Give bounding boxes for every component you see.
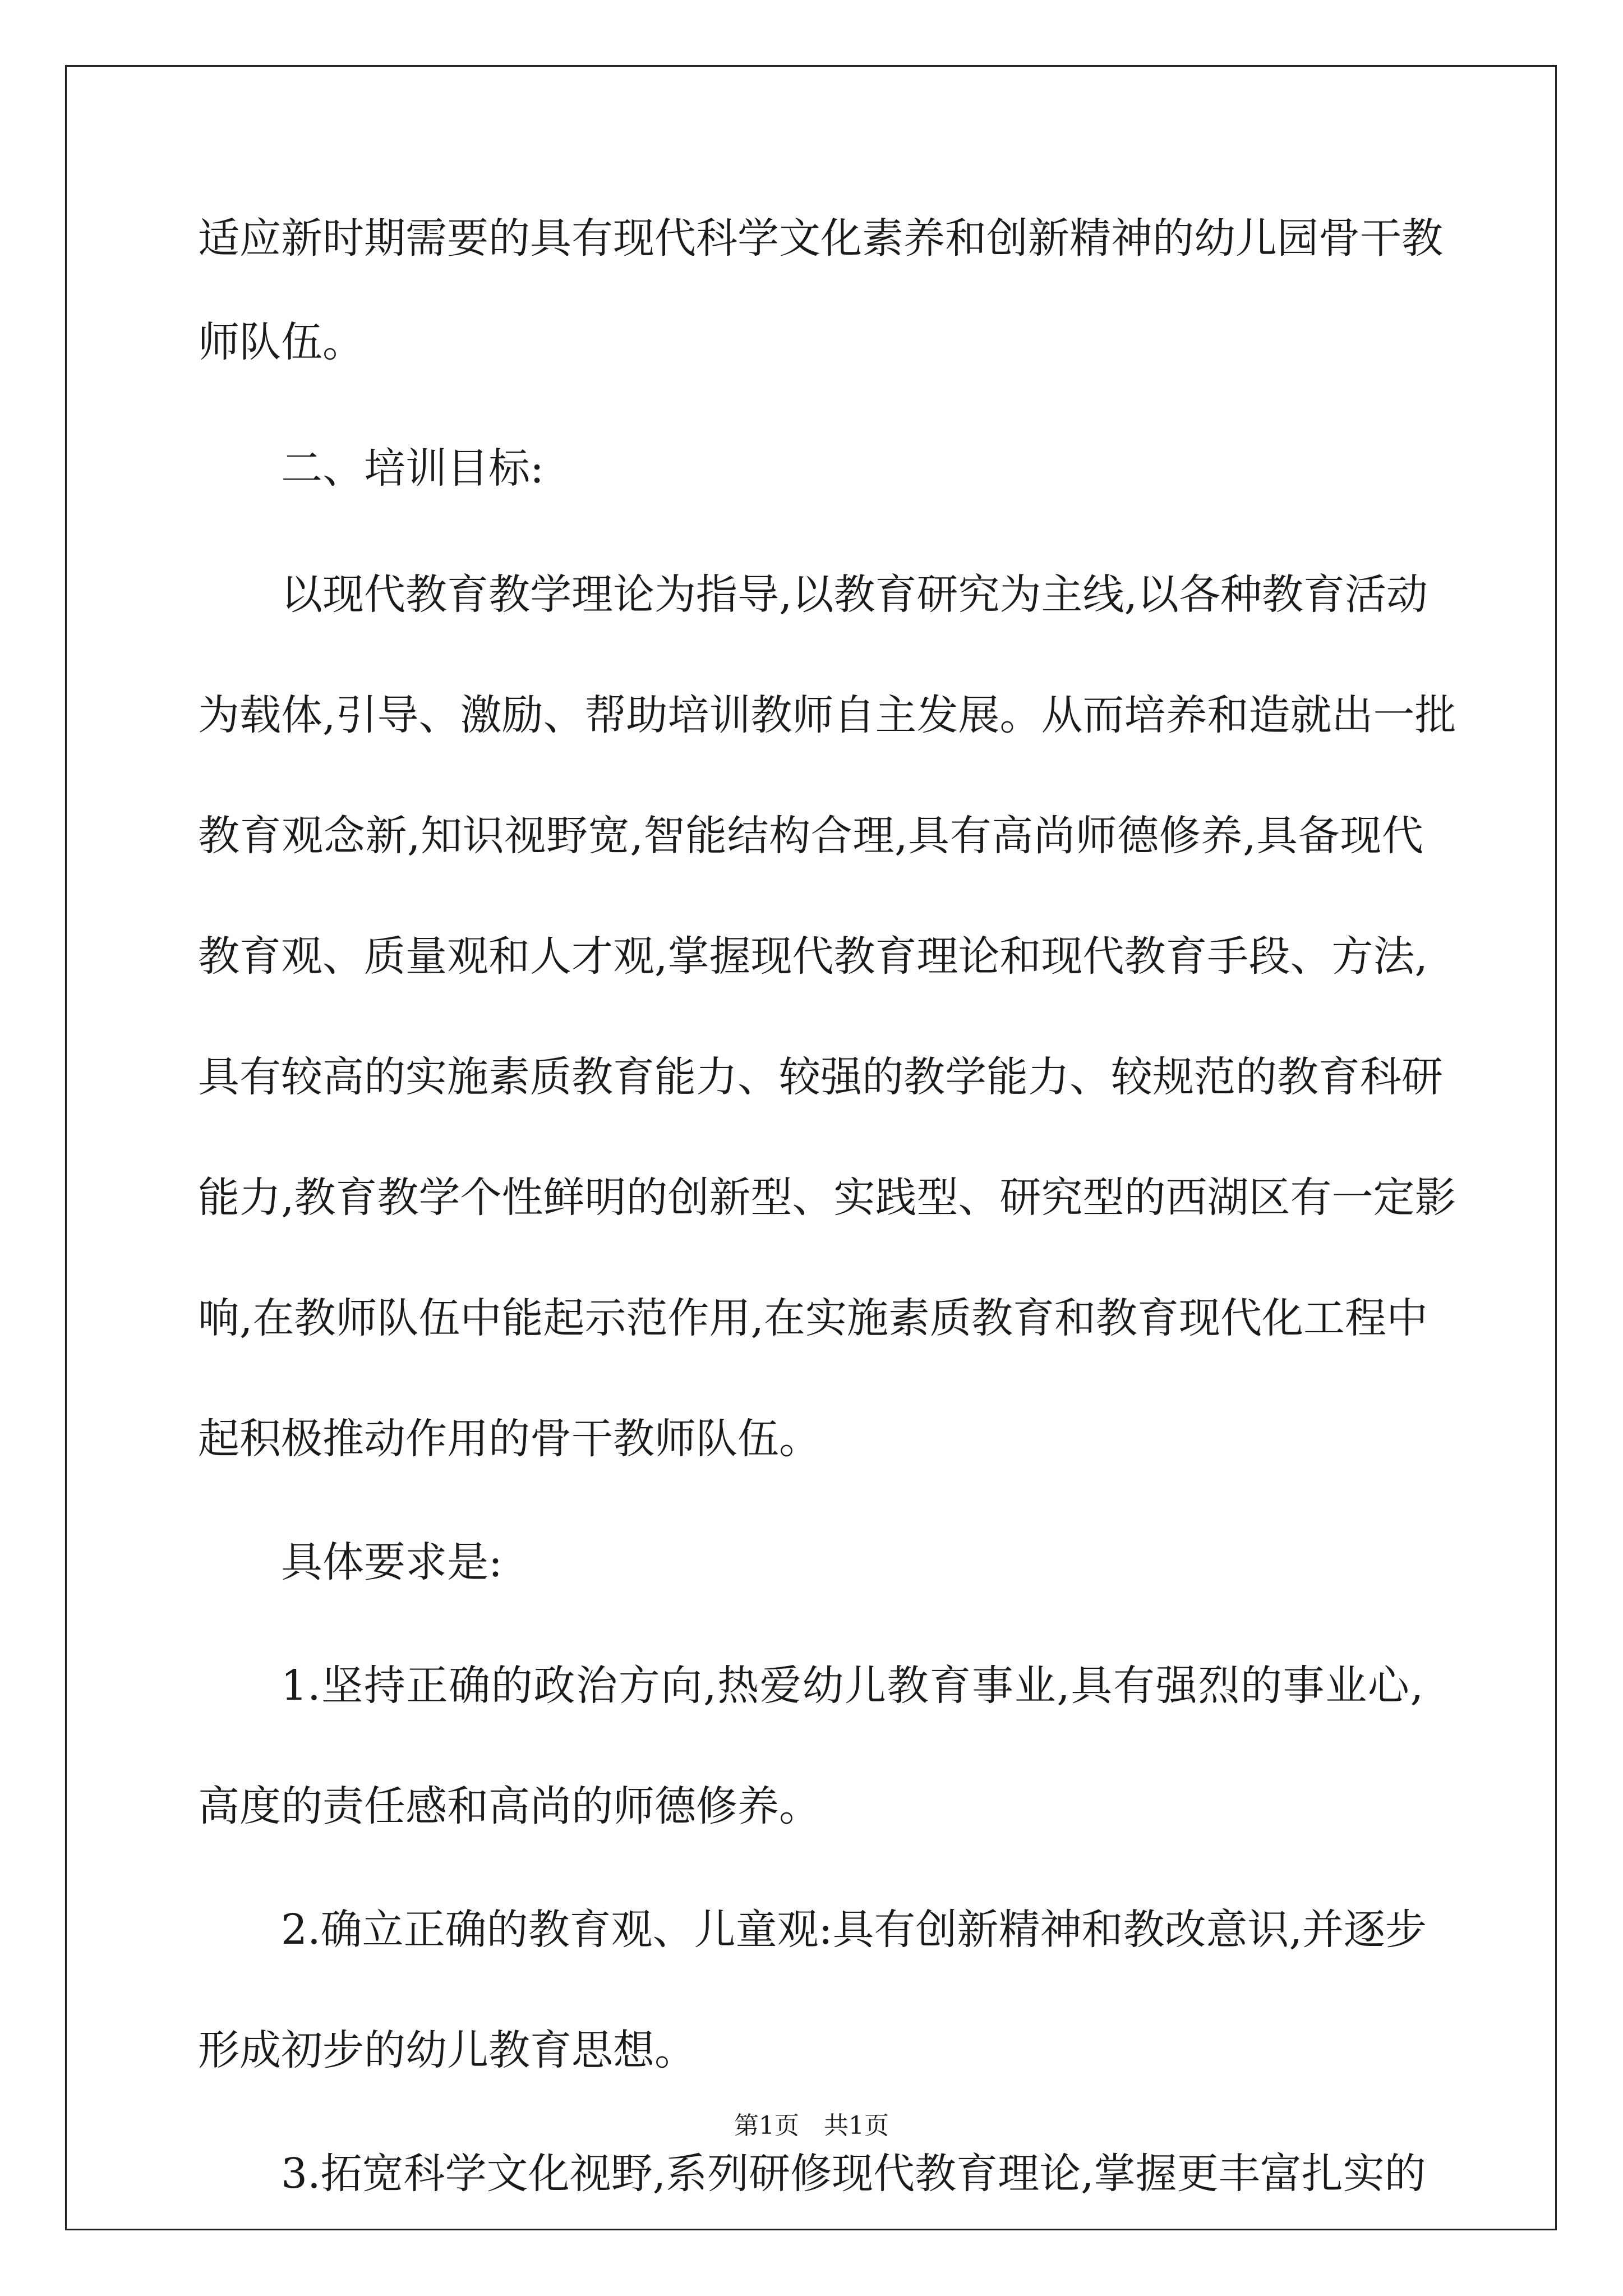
text-line-2: 师队伍。: [198, 318, 364, 366]
text-line-10: 响,在教师队伍中能起示范作用,在实施素质教育和教育现代化工程中: [198, 1294, 1428, 1342]
section-heading-training-goals: 二、培训目标:: [281, 444, 544, 493]
text-line-9: 能力,教育教学个性鲜明的创新型、实践型、研究型的西湖区有一定影: [198, 1174, 1456, 1222]
page-footer: 第1页 共1页: [734, 2111, 889, 2140]
list-item-3-line-1: 3.拓宽科学文化视野,系列研修现代教育理论,掌握更丰富扎实的: [281, 2150, 1426, 2198]
list-item-2-line-1: 2.确立正确的教育观、儿童观:具有创新精神和教改意识,并逐步: [281, 1906, 1427, 1954]
subheading-requirements: 具体要求是:: [281, 1538, 502, 1586]
list-item-1-line-1: 1.坚持正确的政治方向,热爱幼儿教育事业,具有强烈的事业心,: [281, 1662, 1423, 1710]
text-line-7: 教育观、质量观和人才观,掌握现代教育理论和现代教育手段、方法,: [198, 932, 1428, 981]
text-line-1: 适应新时期需要的具有现代科学文化素养和创新精神的幼儿园骨干教: [198, 214, 1443, 263]
text-line-8: 具有较高的实施素质教育能力、较强的教学能力、较规范的教育科研: [198, 1053, 1443, 1101]
list-item-2-line-2: 形成初步的幼儿教育思想。: [198, 2026, 696, 2074]
text-line-4: 以现代教育教学理论为指导,以教育研究为主线,以各种教育活动: [281, 570, 1428, 619]
text-line-6: 教育观念新,知识视野宽,智能结构合理,具有高尚师德修养,具备现代: [198, 812, 1423, 860]
text-line-11: 起积极推动作用的骨干教师队伍。: [198, 1415, 820, 1463]
text-line-5: 为载体,引导、激励、帮助培训教师自主发展。从而培养和造就出一批: [198, 691, 1456, 739]
list-item-1-line-2: 高度的责任感和高尚的师德修养。: [198, 1782, 820, 1830]
